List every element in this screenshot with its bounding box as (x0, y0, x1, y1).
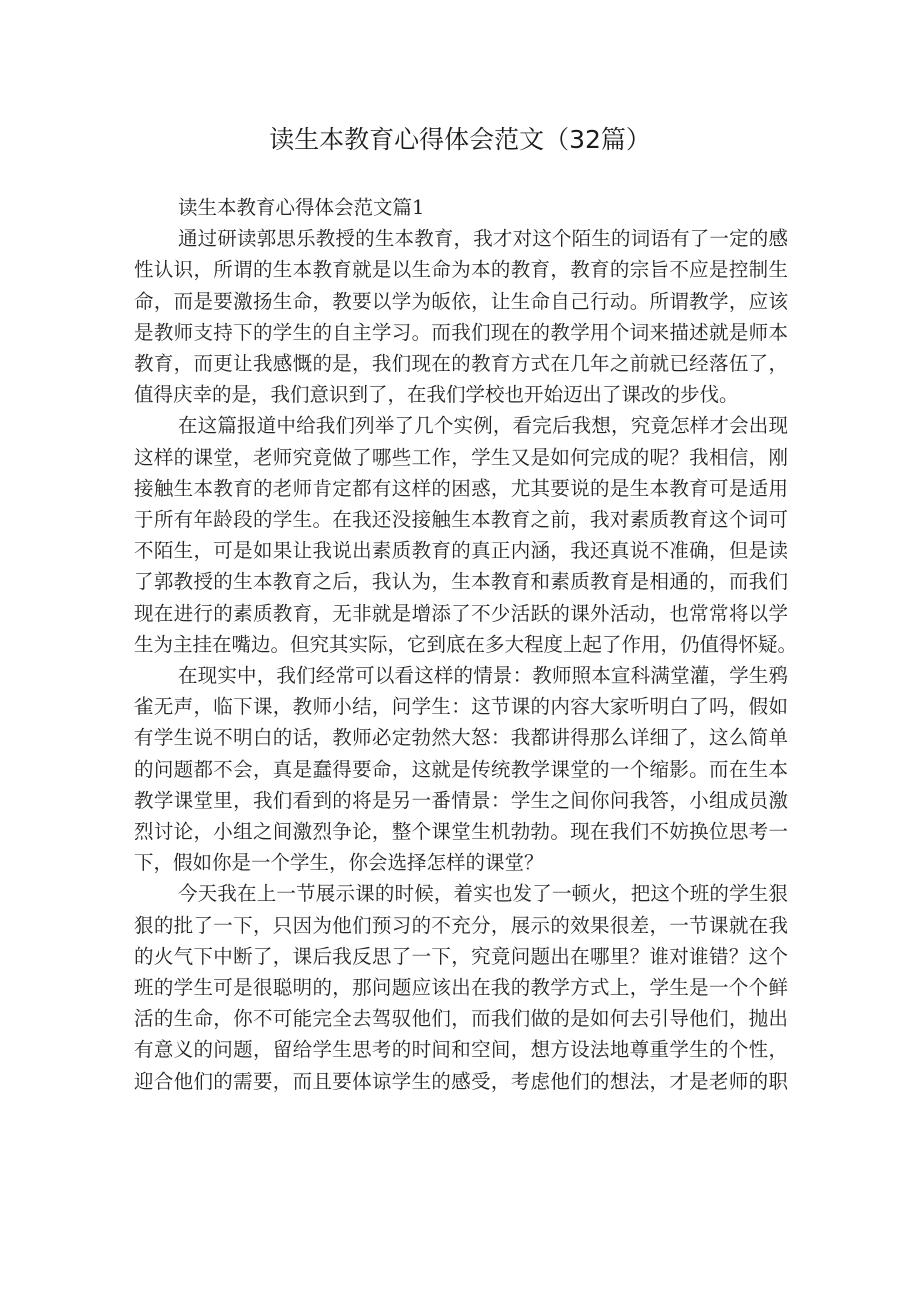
paragraph-line: 生为主挂在嘴边。但究其实际，它到底在多大程度上起了作用，仍值得怀疑。 (134, 632, 798, 656)
paragraph-3 (134, 660, 788, 878)
paragraph-line: 迎合他们的需要，而且要体谅学生的感受，考虑他们的想法，才是老师的职 (134, 1069, 788, 1093)
paragraph-line: 不陌生，可是如果让我说出素质教育的真正内涵，我还真说不准确，但是读 (134, 539, 788, 563)
paragraph-line: 在这篇报道中给我们列举了几个实例，看完后我想，究竟怎样才会出现 (178, 414, 788, 438)
section-heading: 读生本教育心得体会范文篇1 (178, 196, 425, 219)
paragraph-line: 活的生命，你不可能完全去驾驭他们，而我们做的是如何去引导他们，抛出 (134, 1007, 788, 1031)
paragraph-2 (134, 410, 798, 660)
paragraph-line: 有意义的问题，留给学生思考的时间和空间，想方设法地尊重学生的个性， (134, 1038, 788, 1062)
paragraph-line: 教育，而更让我感慨的是，我们现在的教育方式在几年之前就已经落伍了， (134, 352, 788, 376)
document-title: 读生本教育心得体会范文（32篇） (269, 125, 651, 154)
paragraph-line: 了郭教授的生本教育之后，我认为，生本教育和素质教育是相通的，而我们 (134, 570, 788, 594)
paragraph-line: 的问题都不会，真是蠢得要命，这就是传统教学课堂的一个缩影。而在生本 (134, 757, 788, 781)
paragraph-line: 今天我在上一节展示课的时候，着实也发了一顿火，把这个班的学生狠 (178, 882, 788, 906)
paragraph-1 (134, 223, 788, 410)
paragraph-4 (134, 878, 788, 1096)
paragraph-line: 在现实中，我们经常可以看这样的情景：教师照本宣科满堂灌，学生鸦 (178, 664, 788, 688)
paragraph-line: 雀无声，临下课，教师小结，问学生：这节课的内容大家听明白了吗，假如 (134, 695, 788, 719)
paragraph-line: 性认识，所谓的生本教育就是以生命为本的教育，教育的宗旨不应是控制生 (134, 258, 788, 282)
paragraph-line: 教学课堂里，我们看到的将是另一番情景：学生之间你问我答，小组成员激 (134, 788, 788, 812)
paragraph-line: 命，而是要激扬生命，教要以学为皈依，让生命自己行动。所谓教学，应该 (134, 289, 788, 313)
paragraph-line: 值得庆幸的是，我们意识到了，在我们学校也开始迈出了课改的步伐。 (134, 383, 739, 407)
paragraph-line: 是教师支持下的学生的自主学习。而我们现在的教学用个词来描述就是师本 (134, 320, 788, 344)
paragraph-line: 狠的批了一下，只因为他们预习的不充分，展示的效果很差，一节课就在我 (134, 913, 788, 937)
document-body (134, 192, 798, 1097)
paragraph-line: 通过研读郭思乐教授的生本教育，我才对这个陌生的词语有了一定的感 (178, 227, 788, 251)
paragraph-line: 现在进行的素质教育，无非就是增添了不少活跃的课外活动，也常常将以学 (134, 601, 788, 625)
paragraph-line: 于所有年龄段的学生。在我还没接触生本教育之前，我对素质教育这个词可 (134, 508, 788, 532)
paragraph-line: 烈讨论，小组之间激烈争论，整个课堂生机勃勃。现在我们不妨换位思考一 (134, 820, 788, 844)
paragraph-line: 这样的课堂，老师究竟做了哪些工作，学生又是如何完成的呢？我相信，刚 (134, 445, 788, 469)
paragraph-line: 班的学生可是很聪明的，那问题应该出在我的教学方式上，学生是一个个鲜 (134, 976, 788, 1000)
paragraph-line: 接触生本教育的老师肯定都有这样的困惑，尤其要说的是生本教育可是适用 (134, 476, 788, 500)
paragraph-line: 有学生说不明白的话，教师必定勃然大怒：我都讲得那么详细了，这么简单 (134, 726, 788, 750)
paragraph-line: 下，假如你是一个学生，你会选择怎样的课堂？ (134, 851, 544, 875)
paragraph-line: 的火气下中断了，课后我反思了一下，究竟问题出在哪里？谁对谁错？这个 (134, 944, 788, 968)
